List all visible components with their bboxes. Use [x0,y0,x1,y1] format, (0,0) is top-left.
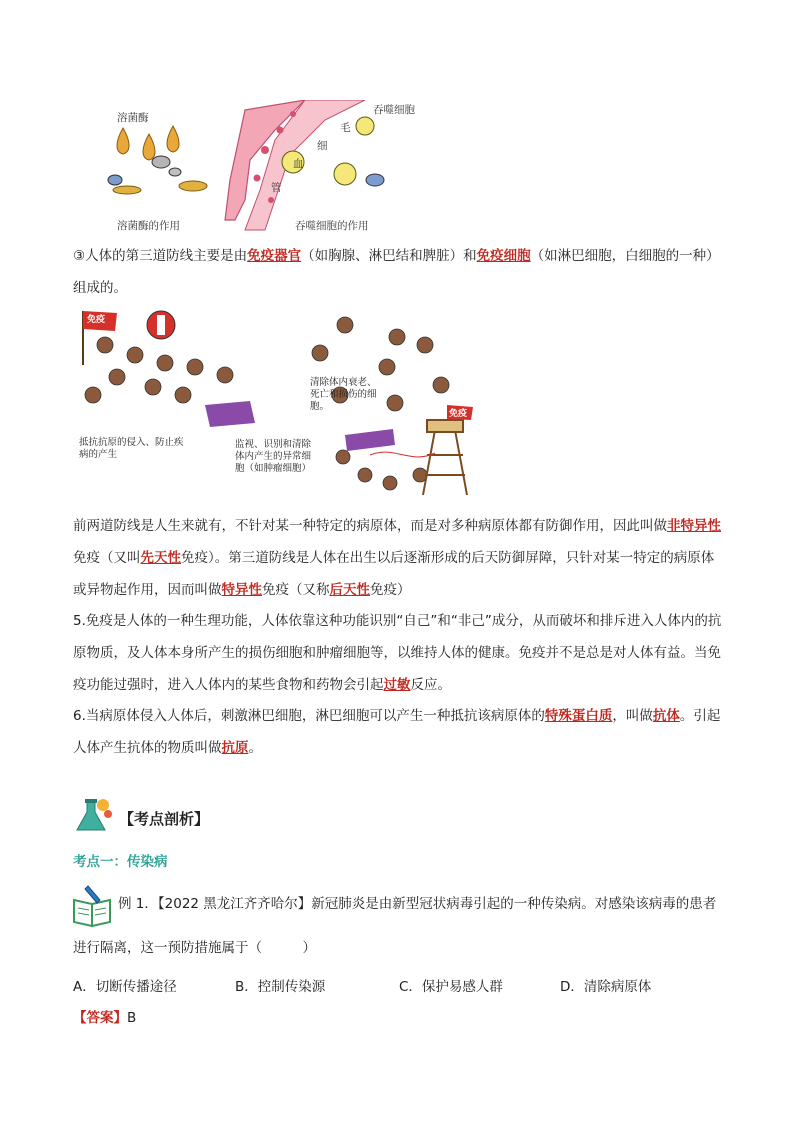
keyword-innate: 先天性 [140,550,181,566]
lysozyme-drops [117,126,179,160]
p6-text-4: 。 [248,740,262,756]
paragraph-immunity-types [73,510,725,606]
caption-lysozyme: 溶菌酶的作用 [117,220,180,232]
kaodian-title: 考点一：传染病 [73,854,168,870]
keyword-acquired: 后天性 [329,582,370,598]
keyword-nonspecific: 非特异性 [667,518,721,534]
example-answer [73,1006,136,1026]
answer-label: 【答案】 [73,1010,127,1026]
answer-value: B [127,1010,137,1026]
flag-left-label: 免疫 [87,315,106,325]
p3-text-1: ③人体的第三道防线主要是由 [73,248,248,264]
paragraph-third-defense [73,240,725,304]
option-d: D．清除病原体 [560,979,652,995]
flag-right-label: 免疫 [449,409,468,419]
label-capillary-3: 血 [293,158,304,170]
note-resist-antigen: 抵抗抗原的侵入、防止疾病的产生 [79,437,184,460]
p6-text-1: 6.当病原体侵入人体后，刺激淋巴细胞，淋巴细胞可以产生一种抵抗该病原体的 [73,708,545,724]
flask-icon [75,796,117,836]
pd-text-1: 前两道防线是人生来就有，不针对某一种特定的病原体，而是对多种病原体都有防御作用，因此叫做 [73,518,667,534]
keyword-special-protein: 特殊蛋白质 [544,708,613,724]
keyword-immune-organs: 免疫器官 [247,248,302,264]
label-capillary-4: 管 [271,182,282,194]
figure-immune-army [75,305,475,500]
example-block [70,880,730,1030]
example-source: 【2022 黑龙江齐齐哈尔】 [157,896,312,912]
pd-text-4: 免疫（又称 [262,582,330,598]
example-label: 例 1． [118,896,158,912]
p3-text-2: （如胸腺、淋巴结和脾脏）和 [301,248,477,264]
keyword-immune-cells: 免疫细胞 [476,248,531,264]
p5-text-1: 5.免疫是人体的一种生理功能，人体依靠这种功能识别“自己”和“非己”成分，从而破坏和排斥进入人体内的抗原物质，及人体本身所产生的损伤细胞和肿瘤细胞等，以维持人体的健康。免疫并不是总是对人体有益。当免疫功能过强时，进入人体内的某些食物和药物会引起 [73,613,722,693]
note-monitor-cells: 监视、识别和清除体内产生的异常细胞（如肿瘤细胞） [235,439,312,474]
p6-text-2: ，叫做 [612,708,653,724]
paragraph-6-antibody [73,700,725,764]
option-c: C．保护易感人群 [399,979,503,995]
pd-text-5: 免疫） [370,582,411,598]
section-title: 【考点剖析】 [119,810,210,828]
figure-lysozyme-phagocyte [75,100,435,238]
label-lysozyme: 溶菌酶 [117,112,149,124]
note-clear-cells: 清除体内衰老、死亡和损伤的细胞。 [310,377,377,412]
p3-text-3: （如淋巴细胞，白细胞的一种）组成的。 [73,248,720,296]
keyword-allergy: 过敏 [383,677,411,693]
p5-text-2: 反应。 [410,677,451,693]
label-phagocyte: 吞噬细胞 [373,104,415,116]
label-capillary-1: 毛 [340,122,351,134]
watchtower-icon [423,420,467,495]
option-a: A．切断传播途径 [73,979,177,995]
p6-text-3: 。引起人体产生抗体的物质叫做 [73,708,721,756]
example-question [73,882,725,970]
pd-text-2: 免疫（又叫 [73,550,141,566]
section-header [75,796,375,836]
example-options [73,975,725,997]
bacteria-figures [108,156,207,194]
pd-text-3: 免疫）。第三道防线是人体在出生以后逐渐形成的后天防御屏障，只针对某一特定的病原体或异物起作用，因而叫做 [73,550,715,598]
caption-phagocyte: 吞噬细胞的作用 [295,220,369,232]
paragraph-5-immunity [73,605,725,701]
keyword-antigen: 抗原 [221,740,249,756]
keyword-specific: 特异性 [221,582,262,598]
keyword-antibody: 抗体 [652,708,680,724]
example-text: 新冠肺炎是由新型冠状病毒引起的一种传染病。对感染该病毒的患者进行隔离，这一预防措施属于（ ） [73,896,717,956]
option-b: B．控制传染源 [235,979,326,995]
label-capillary-2: 细 [317,140,328,152]
